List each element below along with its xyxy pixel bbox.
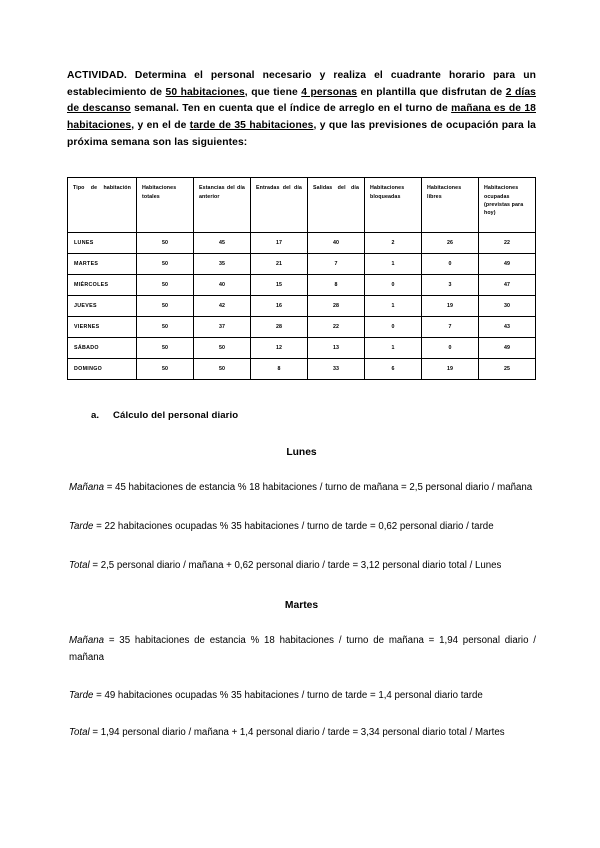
section-title: Cálculo del personal diario xyxy=(113,410,239,422)
header-salidas-dia: Salidas del día xyxy=(308,178,365,233)
cell-entradas: 28 xyxy=(251,317,308,338)
cell-bloqueadas: 0 xyxy=(365,275,422,296)
intro-text-2: , que tiene xyxy=(244,86,302,98)
cell-day: LUNES xyxy=(68,233,137,254)
martes-tarde-text: = 49 habitaciones ocupadas % 35 habitaciones / turno de tarde = 1,4 personal diario tarde xyxy=(93,689,483,701)
cell-libres: 26 xyxy=(422,233,479,254)
cell-bloqueadas: 1 xyxy=(365,254,422,275)
cell-day: JUEVES xyxy=(68,296,137,317)
cell-totales: 50 xyxy=(137,296,194,317)
cell-ocupadas: 47 xyxy=(479,275,536,296)
martes-total-text: = 1,94 personal diario / mañana + 1,4 personal diario / tarde = 3,34 personal diario total / Martes xyxy=(89,727,505,739)
cell-entradas: 12 xyxy=(251,338,308,359)
term-tarde: Tarde xyxy=(69,689,94,701)
cell-ocupadas: 25 xyxy=(479,359,536,380)
cell-totales: 50 xyxy=(137,233,194,254)
intro-text-4: semanal. Ten en cuenta que el índice de arreglo en el turno de xyxy=(130,103,452,115)
lunes-total-text: = 2,5 personal diario / mañana + 0,62 personal diario / tarde = 3,12 personal diario total / Lunes xyxy=(89,559,502,571)
cell-bloqueadas: 6 xyxy=(365,359,422,380)
intro-underline-rooms: 50 habitaciones xyxy=(165,86,245,98)
cell-libres: 7 xyxy=(422,317,479,338)
cell-bloqueadas: 1 xyxy=(365,338,422,359)
header-habitaciones-totales: Habitaciones totales xyxy=(137,178,194,233)
cell-totales: 50 xyxy=(137,254,194,275)
lunes-total-calc xyxy=(67,558,536,575)
header-habitaciones-ocupadas: Habitaciones ocupadas (previstas para hoy) xyxy=(479,178,536,233)
cell-salidas: 22 xyxy=(308,317,365,338)
cell-entradas: 8 xyxy=(251,359,308,380)
cell-ocupadas: 49 xyxy=(479,338,536,359)
header-estancias-dia-anterior: Estancias del día anterior xyxy=(194,178,251,233)
cell-entradas: 17 xyxy=(251,233,308,254)
term-tarde: Tarde xyxy=(69,521,94,533)
table-row xyxy=(68,338,536,359)
martes-manana-text: = 35 habitaciones de estancia % 18 habitaciones / turno de mañana = 1,94 personal diario / mañana xyxy=(69,635,536,664)
intro-paragraph xyxy=(67,68,536,151)
cell-salidas: 28 xyxy=(308,296,365,317)
cell-totales: 50 xyxy=(137,359,194,380)
cell-totales: 50 xyxy=(137,275,194,296)
cell-salidas: 13 xyxy=(308,338,365,359)
cell-libres: 19 xyxy=(422,296,479,317)
cell-estancias: 45 xyxy=(194,233,251,254)
term-total: Total xyxy=(69,727,90,739)
section-heading-a xyxy=(67,410,536,421)
intro-underline-restdays: 2 días de descanso xyxy=(67,86,536,115)
table-row xyxy=(68,254,536,275)
term-total: Total xyxy=(69,559,90,571)
lunes-manana-calc xyxy=(67,480,536,497)
cell-ocupadas: 22 xyxy=(479,233,536,254)
table-row xyxy=(68,359,536,380)
martes-manana-calc xyxy=(67,633,536,666)
cell-day: SÁBADO xyxy=(68,338,137,359)
day-heading-lunes: Lunes xyxy=(286,447,317,459)
lunes-tarde-text: = 22 habitaciones ocupadas % 35 habitaciones / turno de tarde = 0,62 personal diario / tarde xyxy=(93,521,494,533)
table-body xyxy=(68,233,536,380)
header-tipo-habitacion: Tipo de habitación xyxy=(68,178,137,233)
table-header-row xyxy=(68,178,536,233)
intro-text-1: Determina el personal necesario y realiza el cuadrante horario para un establecimiento de xyxy=(67,70,536,98)
cell-day: MARTES xyxy=(68,254,137,275)
term-manana: Mañana xyxy=(69,482,105,494)
cell-entradas: 16 xyxy=(251,296,308,317)
cell-ocupadas: 30 xyxy=(479,296,536,317)
cell-libres: 19 xyxy=(422,359,479,380)
intro-lead: ACTIVIDAD. xyxy=(67,70,127,81)
header-entradas-dia: Entradas del día xyxy=(251,178,308,233)
intro-text-5: , y en el de xyxy=(131,120,190,132)
header-habitaciones-bloqueadas: Habitaciones bloqueadas xyxy=(365,178,422,233)
intro-text-3: en plantilla que disfrutan de xyxy=(357,86,506,98)
cell-libres: 3 xyxy=(422,275,479,296)
cell-estancias: 37 xyxy=(194,317,251,338)
cell-estancias: 50 xyxy=(194,338,251,359)
cell-day: MIÉRCOLES xyxy=(68,275,137,296)
cell-totales: 50 xyxy=(137,317,194,338)
cell-salidas: 40 xyxy=(308,233,365,254)
cell-totales: 50 xyxy=(137,338,194,359)
cell-estancias: 42 xyxy=(194,296,251,317)
table-header xyxy=(68,178,536,233)
cell-salidas: 7 xyxy=(308,254,365,275)
table-row xyxy=(68,296,536,317)
cell-day: DOMINGO xyxy=(68,359,137,380)
section-marker: a. xyxy=(91,410,100,422)
cell-salidas: 33 xyxy=(308,359,365,380)
martes-tarde-calc xyxy=(67,688,536,705)
term-manana: Mañana xyxy=(69,635,105,647)
cell-ocupadas: 49 xyxy=(479,254,536,275)
table-row xyxy=(68,233,536,254)
cell-libres: 0 xyxy=(422,338,479,359)
lunes-manana-text: = 45 habitaciones de estancia % 18 habitaciones / turno de mañana = 2,5 personal diario / mañana xyxy=(104,482,533,494)
intro-underline-afternoon: tarde de 35 habitaciones xyxy=(189,120,314,132)
intro-text-6: , y que las previsiones de ocupación para la próxima semana son las siguientes: xyxy=(67,120,536,148)
cell-ocupadas: 43 xyxy=(479,317,536,338)
martes-total-calc xyxy=(67,725,536,742)
cell-bloqueadas: 1 xyxy=(365,296,422,317)
cell-entradas: 15 xyxy=(251,275,308,296)
cell-bloqueadas: 0 xyxy=(365,317,422,338)
cell-day: VIERNES xyxy=(68,317,137,338)
cell-estancias: 40 xyxy=(194,275,251,296)
lunes-tarde-calc xyxy=(67,519,536,536)
table-row xyxy=(68,275,536,296)
day-heading-martes: Martes xyxy=(284,600,319,612)
occupancy-forecast-table xyxy=(67,177,536,380)
header-habitaciones-libres: Habitaciones libres xyxy=(422,178,479,233)
cell-bloqueadas: 2 xyxy=(365,233,422,254)
cell-libres: 0 xyxy=(422,254,479,275)
cell-estancias: 35 xyxy=(194,254,251,275)
cell-estancias: 50 xyxy=(194,359,251,380)
table-row xyxy=(68,317,536,338)
cell-salidas: 8 xyxy=(308,275,365,296)
cell-entradas: 21 xyxy=(251,254,308,275)
intro-underline-morning: mañana es de 18 habitaciones xyxy=(67,103,536,132)
intro-underline-staff: 4 personas xyxy=(301,86,358,98)
